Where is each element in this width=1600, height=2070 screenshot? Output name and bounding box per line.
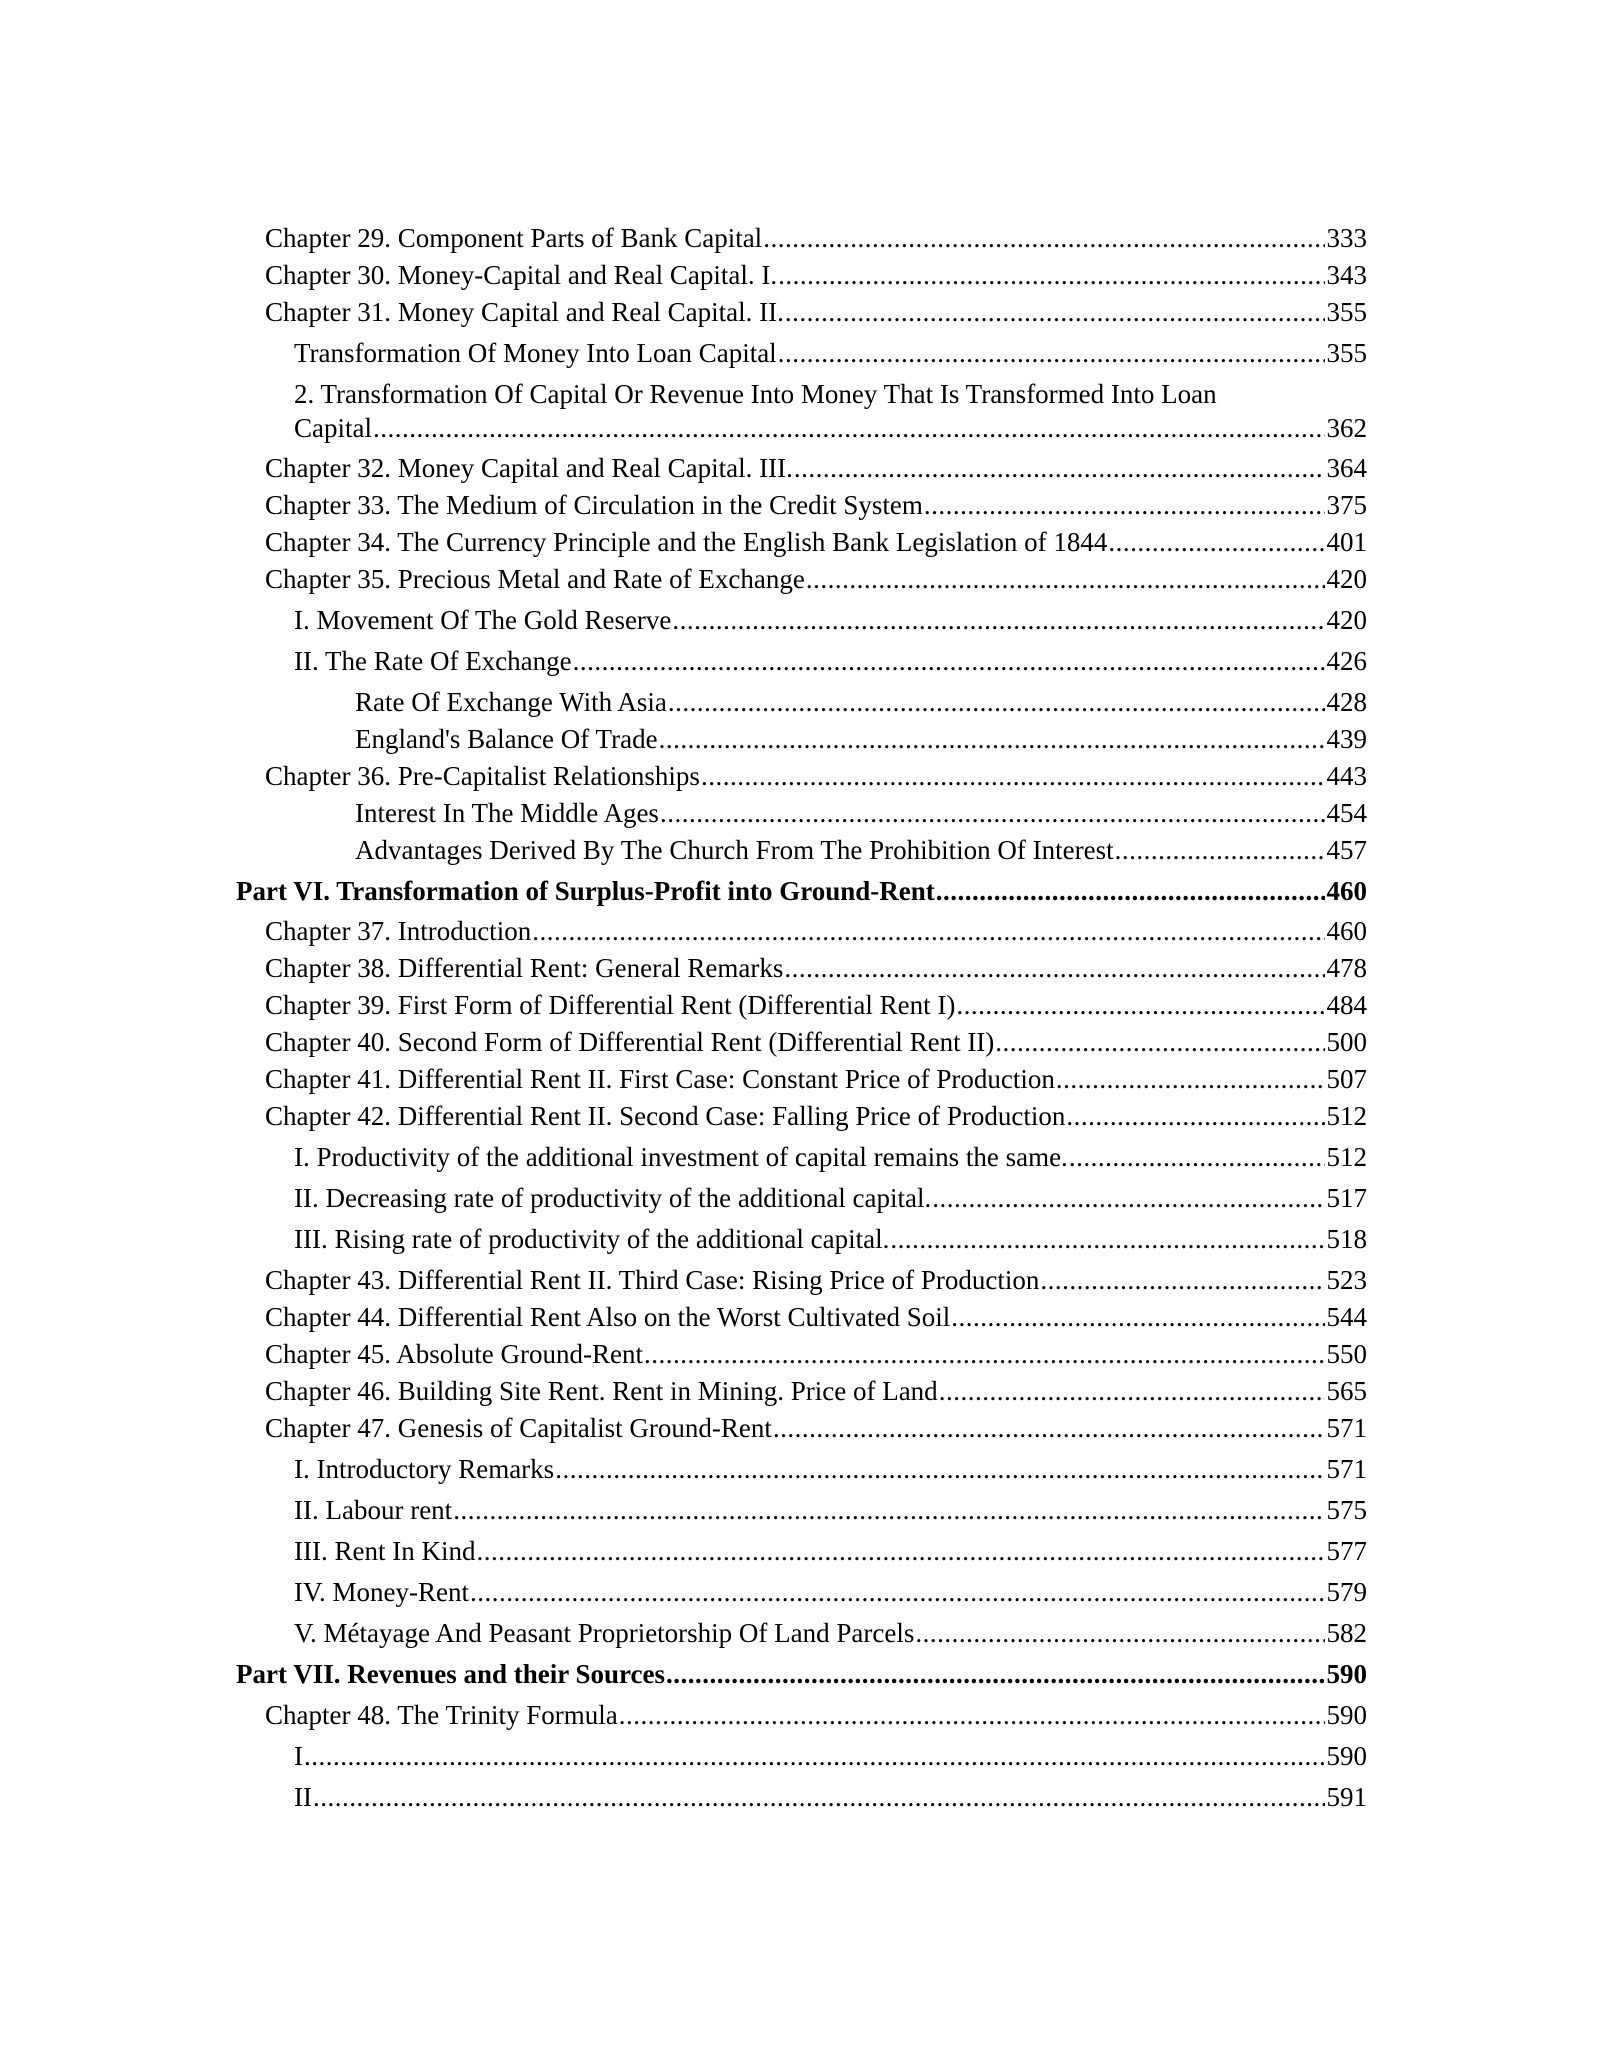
toc-entry-title: III. Rising rate of productivity of the additional capital. [294, 1224, 890, 1254]
dot-leader [532, 915, 1324, 947]
toc-entry-title: Part VII. Revenues and their Sources [236, 1659, 666, 1689]
toc-entry-title: II. Decreasing rate of productivity of the additional capital. [294, 1183, 932, 1213]
dot-leader [995, 1026, 1324, 1058]
toc-page-number: 454 [1326, 798, 1367, 828]
toc-entry-title: Chapter 46. Building Site Rent. Rent in Mining. Price of Land [265, 1376, 938, 1406]
toc-page-number: 428 [1326, 687, 1367, 717]
toc-entry-title: Chapter 47. Genesis of Capitalist Ground-Rent [265, 1413, 772, 1443]
toc-entry[interactable] [294, 1494, 1367, 1526]
dot-leader [619, 1699, 1325, 1731]
toc-page-number: 460 [1326, 876, 1367, 906]
toc-entry[interactable] [265, 452, 1367, 484]
toc-entry-title: Interest In The Middle Ages [355, 798, 659, 828]
toc-page-number: 517 [1326, 1183, 1367, 1213]
toc-entry[interactable] [265, 259, 1367, 291]
toc-page-number: 355 [1326, 338, 1367, 368]
dot-leader [701, 760, 1325, 792]
toc-entry-title: England's Balance Of Trade [355, 724, 658, 754]
dot-leader [1115, 834, 1325, 866]
toc-entry[interactable] [355, 797, 1367, 829]
toc-page-number: 439 [1326, 724, 1367, 754]
toc-page-number: 590 [1326, 1741, 1367, 1771]
toc-page-number: 507 [1326, 1064, 1367, 1094]
toc-page-number: 375 [1326, 490, 1367, 520]
toc-entry-title: Chapter 40. Second Form of Differential Rent (Differential Rent II) [265, 1027, 995, 1057]
toc-page-number: 550 [1326, 1339, 1367, 1369]
toc-entry[interactable] [265, 1063, 1367, 1095]
dot-leader [666, 1658, 1324, 1690]
toc-entry[interactable] [265, 989, 1367, 1021]
toc-entry-title: Capital [294, 413, 372, 443]
dot-leader [890, 1223, 1324, 1255]
toc-entry[interactable] [265, 563, 1367, 595]
dot-leader [476, 1535, 1324, 1567]
toc-entry-title: Chapter 29. Component Parts of Bank Capital [265, 223, 763, 253]
toc-entry[interactable] [294, 604, 1367, 636]
toc-entry[interactable] [294, 1781, 1367, 1813]
dot-leader [304, 1740, 1325, 1772]
dot-leader [672, 604, 1324, 636]
toc-page-number: 460 [1326, 916, 1367, 946]
toc-page-number: 343 [1326, 260, 1367, 290]
dot-leader [1069, 1141, 1325, 1173]
toc-entry-wrapped-line[interactable]: 2. Transformation Of Capital Or Revenue Into Money That Is Transformed Into Loan [294, 379, 1217, 409]
toc-entry-title: Transformation Of Money Into Loan Capital [294, 338, 777, 368]
toc-page-number: 590 [1326, 1659, 1367, 1689]
dot-leader [644, 1338, 1325, 1370]
toc-page-number: 362 [1326, 413, 1367, 443]
toc-entry[interactable] [265, 915, 1367, 947]
toc-entry[interactable] [355, 723, 1367, 755]
dot-leader [806, 563, 1325, 595]
dot-leader [1066, 1100, 1324, 1132]
dot-leader [936, 875, 1325, 907]
toc-entry-title: Chapter 32. Money Capital and Real Capital. III. [265, 453, 793, 483]
toc-entry-title: Chapter 30. Money-Capital and Real Capital. I. [265, 260, 778, 290]
toc-entry[interactable] [265, 222, 1367, 254]
toc-entry[interactable] [355, 686, 1367, 718]
toc-entry-title: Rate Of Exchange With Asia [355, 687, 667, 717]
dot-leader [773, 1412, 1325, 1444]
toc-entry-title: I. Movement Of The Gold Reserve [294, 605, 672, 635]
toc-page-number: 420 [1326, 605, 1367, 635]
toc-entry-title: Chapter 43. Differential Rent II. Third Case: Rising Price of Production [265, 1265, 1040, 1295]
toc-entry[interactable] [265, 1338, 1367, 1370]
dot-leader [951, 1301, 1324, 1333]
toc-entry[interactable] [265, 296, 1367, 328]
toc-entry[interactable] [265, 1026, 1367, 1058]
toc-page-number: 518 [1326, 1224, 1367, 1254]
toc-page-number: 478 [1326, 953, 1367, 983]
toc-entry-title: II. The Rate Of Exchange [294, 646, 572, 676]
toc-entry[interactable] [265, 1412, 1367, 1444]
dot-leader [778, 337, 1325, 369]
toc-entry-title: Chapter 37. Introduction [265, 916, 532, 946]
toc-entry[interactable] [265, 760, 1367, 792]
toc-page-number: 443 [1326, 761, 1367, 791]
toc-page-number: 512 [1326, 1101, 1367, 1131]
dot-leader [1108, 526, 1324, 558]
toc-entry-title: Part VI. Transformation of Surplus-Profit into Ground-Rent [236, 876, 935, 906]
toc-page-number: 512 [1326, 1142, 1367, 1172]
toc-page-number: 426 [1326, 646, 1367, 676]
toc-entry-title: Chapter 38. Differential Rent: General Remarks [265, 953, 784, 983]
toc-entry-title: Chapter 31. Money Capital and Real Capital. II. [265, 297, 784, 327]
toc-entry[interactable] [294, 337, 1367, 369]
dot-leader [659, 723, 1325, 755]
toc-entry[interactable] [265, 1100, 1367, 1132]
dot-leader [794, 452, 1325, 484]
toc-entry[interactable] [265, 526, 1367, 558]
toc-page-number: 571 [1326, 1413, 1367, 1443]
dot-leader [453, 1494, 1324, 1526]
dot-leader [956, 989, 1324, 1021]
dot-leader [470, 1576, 1325, 1608]
toc-entry[interactable] [265, 1301, 1367, 1333]
dot-leader [1056, 1063, 1325, 1095]
toc-entry[interactable] [265, 1375, 1367, 1407]
toc-page-number: 591 [1326, 1782, 1367, 1812]
toc-entry-title: I [294, 1741, 303, 1771]
toc-entry-title: Chapter 36. Pre-Capitalist Relationships [265, 761, 700, 791]
toc-page-number: 579 [1326, 1577, 1367, 1607]
toc-entry-title: III. Rent In Kind [294, 1536, 476, 1566]
toc-page-number: 544 [1326, 1302, 1367, 1332]
dot-leader [763, 222, 1324, 254]
toc-entry-title: Chapter 41. Differential Rent II. First Case: Constant Price of Production [265, 1064, 1055, 1094]
toc-part-entry[interactable] [236, 875, 1367, 907]
toc-entry[interactable] [355, 834, 1367, 866]
toc-page-number: 457 [1326, 835, 1367, 865]
toc-entry-title: Advantages Derived By The Church From The Prohibition Of Interest [355, 835, 1114, 865]
toc-entry-title: Chapter 33. The Medium of Circulation in the Credit System [265, 490, 923, 520]
toc-entry[interactable] [294, 1617, 1367, 1649]
toc-entry[interactable] [294, 1141, 1367, 1173]
toc-entry[interactable] [294, 1223, 1367, 1255]
toc-part-entry[interactable] [236, 1658, 1367, 1690]
dot-leader [915, 1617, 1324, 1649]
toc-entry-title: Chapter 44. Differential Rent Also on the Worst Cultivated Soil [265, 1302, 951, 1332]
dot-leader [313, 1781, 1325, 1813]
toc-entry-title: V. Métayage And Peasant Proprietorship Of Land Parcels [294, 1618, 915, 1648]
toc-page-number: 575 [1326, 1495, 1367, 1525]
dot-leader [785, 296, 1325, 328]
toc-page-number: 333 [1326, 223, 1367, 253]
toc-entry-title: I. Introductory Remarks [294, 1454, 555, 1484]
toc-page-number: 523 [1326, 1265, 1367, 1295]
toc-entry[interactable] [294, 1740, 1367, 1772]
toc-entry[interactable] [294, 645, 1367, 677]
toc-entry[interactable] [294, 1453, 1367, 1485]
dot-leader [939, 1375, 1325, 1407]
dot-leader [573, 645, 1325, 677]
toc-page-number: 420 [1326, 564, 1367, 594]
toc-entry-title: Chapter 39. First Form of Differential Rent (Differential Rent I) [265, 990, 956, 1020]
toc-entry-title: II [294, 1782, 312, 1812]
toc-entry[interactable] [265, 952, 1367, 984]
toc-entry[interactable] [265, 489, 1367, 521]
toc-page-number: 577 [1326, 1536, 1367, 1566]
dot-leader [555, 1453, 1324, 1485]
toc-page-number: 590 [1326, 1700, 1367, 1730]
dot-leader [1040, 1264, 1324, 1296]
toc-entry[interactable] [294, 1576, 1367, 1608]
dot-leader [924, 489, 1325, 521]
toc-page-number: 401 [1326, 527, 1367, 557]
dot-leader [932, 1182, 1324, 1214]
toc-entry[interactable] [265, 1699, 1367, 1731]
dot-leader [373, 412, 1325, 444]
toc-entry[interactable] [294, 1182, 1367, 1214]
toc-entry-title: Chapter 35. Precious Metal and Rate of Exchange [265, 564, 805, 594]
toc-page-number: 484 [1326, 990, 1367, 1020]
toc-entry-title: Chapter 45. Absolute Ground-Rent [265, 1339, 643, 1369]
toc-entry[interactable] [294, 412, 1367, 444]
toc-page-number: 500 [1326, 1027, 1367, 1057]
dot-leader [660, 797, 1325, 829]
toc-entry[interactable] [294, 1535, 1367, 1567]
toc-entry[interactable] [265, 1264, 1367, 1296]
toc-entry-title: Chapter 48. The Trinity Formula [265, 1700, 618, 1730]
toc-entry-title: Chapter 42. Differential Rent II. Second Case: Falling Price of Production [265, 1101, 1066, 1131]
toc-page-number: 364 [1326, 453, 1367, 483]
toc-entry-title: Chapter 34. The Currency Principle and the English Bank Legislation of 1844 [265, 527, 1108, 557]
toc-page-number: 355 [1326, 297, 1367, 327]
toc-entry-title: IV. Money-Rent [294, 1577, 469, 1607]
dot-leader [668, 686, 1325, 718]
toc-entry-title: II. Labour rent [294, 1495, 453, 1525]
toc-page-number: 582 [1326, 1618, 1367, 1648]
dot-leader [784, 952, 1324, 984]
dot-leader [778, 259, 1324, 291]
toc-page-number: 571 [1326, 1454, 1367, 1484]
toc-page-number: 565 [1326, 1376, 1367, 1406]
toc-entry-title: I. Productivity of the additional investment of capital remains the same. [294, 1142, 1068, 1172]
